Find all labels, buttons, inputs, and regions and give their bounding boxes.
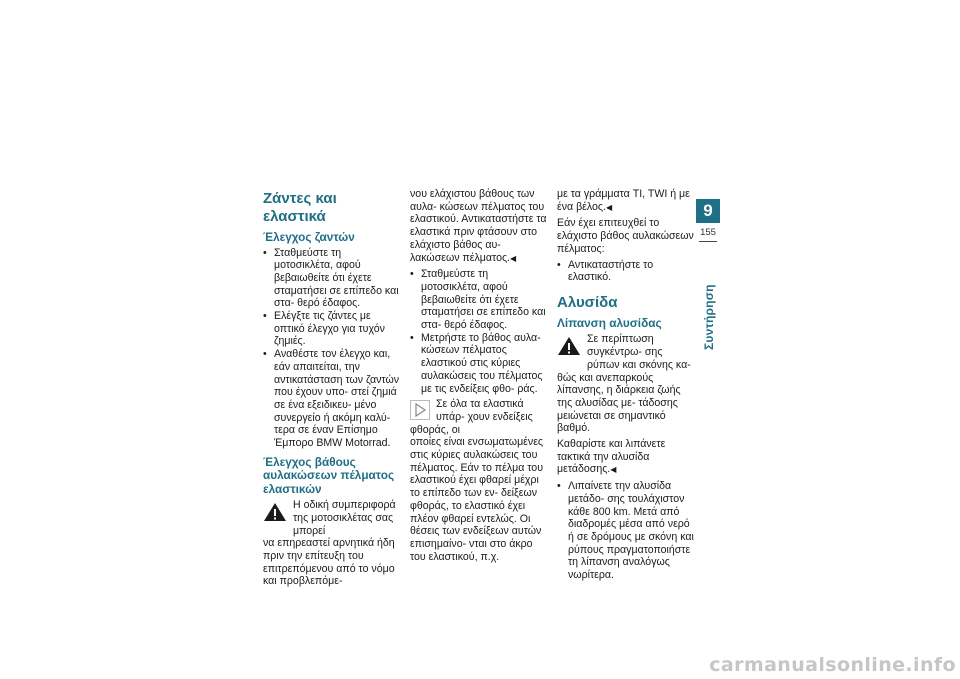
end-marker: ◀ (605, 202, 613, 212)
end-marker: ◀ (510, 253, 517, 263)
subheading-tread-depth: Έλεγχος βάθους αυλακώσεων πέλματος ελαστικών (263, 454, 395, 496)
list-item: • Σταθμεύστε τη μοτοσικλέτα, αφού βεβαιωθείτε ότι έχετε σταματήσει σε επίπεδο και στα- θερό έδαφος. (410, 268, 548, 332)
end-marker: ◀ (610, 465, 617, 475)
clean-lube-text: Καθαρίστε και λιπάνετε τακτικά την αλυσίδα μετάδοσης. (557, 438, 666, 476)
lube-steps (557, 480, 695, 582)
list-item: • Μετρήστε το βάθος αυλα- κώσεων πέλματος ελαστικού στις κύριες αυλακώσεις του πέλματος με τις ενδείξεις φθο- ράς. (410, 332, 548, 396)
list-item: • Ελέγξτε τις ζάντες με οπτικό έλεγχο για τυχόν ζημιές. (263, 310, 401, 348)
chapter-number-badge: 9 (696, 199, 720, 223)
column-2 (410, 188, 548, 563)
indicator-text: με τα γράμματα TI, TWI ή με ένα βέλος. (557, 188, 690, 213)
rim-check-steps (263, 247, 401, 450)
warning-text: να επηρεαστεί αρνητικά ήδη πριν την επίτευξη του επιτρεπόμενου από το νόμο και προβλεπόμε- (263, 537, 395, 588)
note-text: οποίες είναι ενσωματωμένες στις κύριες αυλακώσεις του πέλματος. Εάν το πέλμα του ελαστικού έχει φθαρεί μέχρι το επίπεδο των εν- δείξεων φθοράς, το ελαστικό έχει πλέον φθαρεί εντελώς. Οι θέσεις των ενδείξεων αυτών επισημαίνο- νται στο άκρο του ελαστικού, π.χ. (410, 436, 544, 563)
warning-block (557, 332, 695, 371)
note-play-icon (410, 400, 430, 420)
column-3 (557, 188, 695, 585)
subheading-chain-lube: Λίπανση αλυσίδας (557, 315, 662, 330)
indicator-paragraph (557, 188, 695, 214)
tread-steps (410, 268, 548, 395)
clean-lube-paragraph (557, 438, 695, 477)
warning-lead: Σε περίπτωση συγκέντρω- σης ρύπων και σκόνης κα- (587, 333, 691, 371)
subheading-rim-check: Έλεγχος ζαντών (263, 230, 355, 244)
section-tab-label: Συντήρηση (702, 284, 716, 350)
warning-triangle-icon (263, 502, 287, 522)
watermark: carmanualsonline.info (709, 654, 956, 676)
section-title-rims-tyres: Ζάντες και ελαστικά (263, 190, 337, 225)
warning-lead: Η οδική συμπεριφορά της μοτοσικλέτας σας μπορεί (293, 499, 396, 537)
page-divider (699, 241, 717, 242)
tread-text: νου ελάχιστου βάθους των αυλα- κώσεων πέλματος του ελαστικού. Αντικαταστήστε τα ελαστικά πριν φτάσουν στο ελάχιστο βάθος αυ- λακώσεων πέλματος. (410, 188, 547, 264)
list-item: • Σταθμεύστε τη μοτοσικλέτα, αφού βεβαιωθείτε ότι έχετε σταματήσει σε επίπεδο και στα- θερό έδαφος. (263, 247, 401, 311)
list-item: • Αντικαταστήστε το ελαστικό. (557, 259, 695, 284)
warning-block (263, 498, 401, 537)
note-block (410, 398, 548, 563)
list-item: • Λιπαίνετε την αλυσίδα μετάδο- σης τουλάχιστον κάθε 800 km. Μετά από διαδρομές μέσα από νερό ή σε δρόμους με σκόνη και ρύπους πραγματοποιήστε τη λίπανση αναλόγως νωρίτερα. (557, 480, 695, 582)
column-1 (263, 190, 401, 591)
list-item: • Αναθέστε τον έλεγχο και, εάν απαιτείται, την αντικατάσταση των ζαντών που έχουν υπο- στεί ζημιά σε ένα εξειδικευ- μένο συνεργείο ή ακόμη καλύ- τερα σε έναν Επίσημο Έμπορο BMW Motorrad. (263, 348, 401, 450)
warning-triangle-icon (557, 336, 581, 356)
tread-paragraph (410, 188, 548, 265)
section-title-chain: Αλυσίδα (557, 293, 618, 311)
note-lead: Σε όλα τα ελαστικά υπάρ- χουν ενδείξεις φθοράς, οι (410, 398, 533, 436)
min-depth-paragraph: Εάν έχει επιτευχθεί το ελάχιστο βάθος αυλακώσεων πέλματος: (557, 217, 694, 255)
page-number: 155 (700, 227, 716, 238)
replace-steps (557, 259, 695, 284)
warning-text: θώς και ανεπαρκούς λίπανσης, η διάρκεια ζωής της αλυσίδας με- τάδοσης μειώνεται σε σημαντικό βαθμό. (557, 371, 681, 435)
